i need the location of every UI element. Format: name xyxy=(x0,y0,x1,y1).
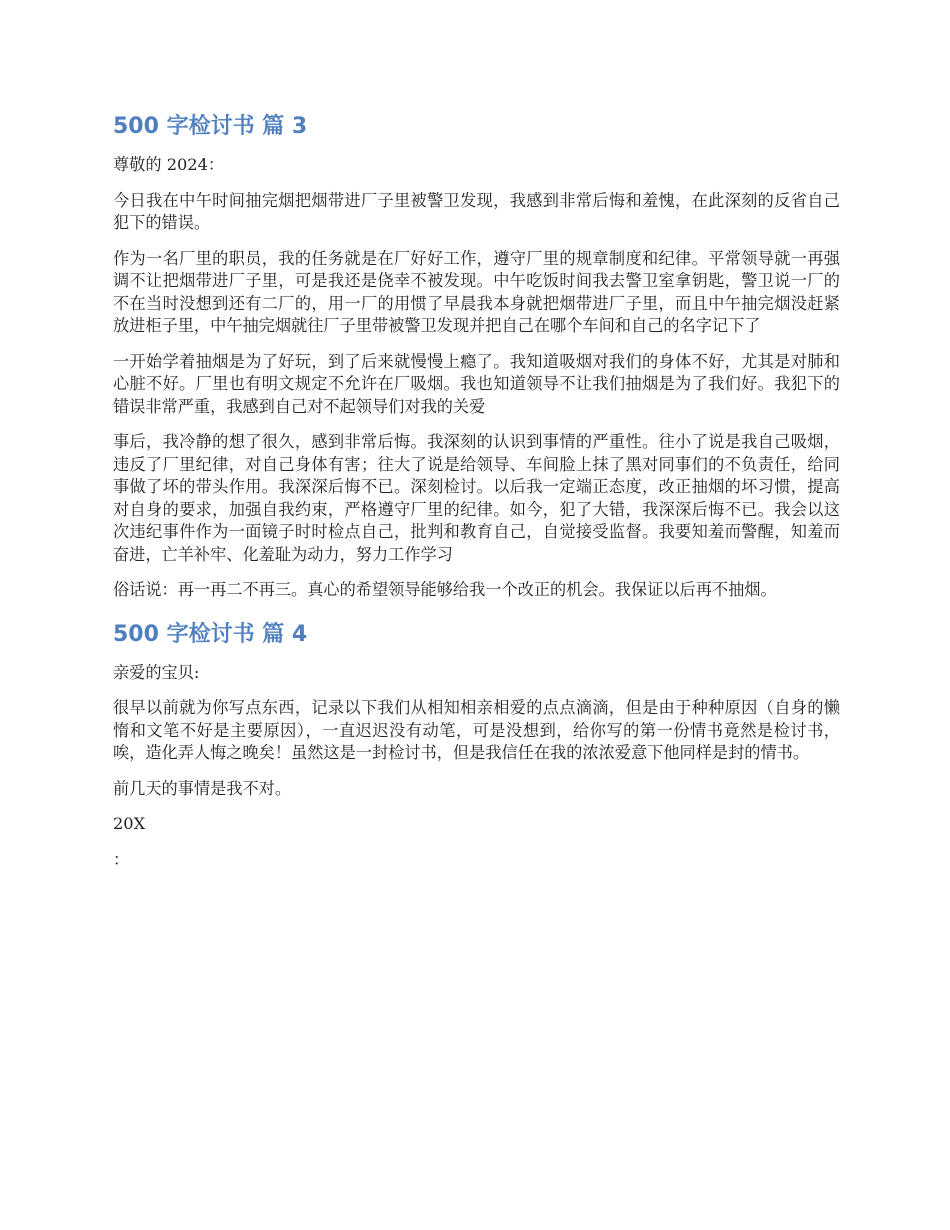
paragraph: 前几天的事情是我不对。 xyxy=(113,778,292,798)
document-page xyxy=(113,112,840,884)
paragraph: 作为一名厂里的职员，我的任务就是在厂好好工作，遵守厂里的规章制度和纪律。平常领导就一再强调不让把烟带进厂子里，可是我还是侥幸不被发现。中午吃饭时间我去警卫室拿钥匙，警卫说一厂的不在当时没想到还有二厂的，用一厂的用惯了早晨我本身就把烟带进厂子里，而且中午抽完烟没赶紧放进柜子里，中午抽完烟就往厂子里带被警卫发现并把自己在哪个车间和自己的名字记下了 xyxy=(113,248,840,335)
paragraph: ： xyxy=(113,849,130,869)
section-heading-4: 500 字检讨书 篇 4 xyxy=(113,621,308,647)
section-heading-3: 500 字检讨书 篇 3 xyxy=(113,114,308,139)
paragraph: 一开始学着抽烟是为了好玩，到了后来就慢慢上瘾了。我知道吸烟对我们的身体不好，尤其是对肺和心脏不好。厂里也有明文规定不允许在厂吸烟。我也知道领导不让我们抽烟是为了我们好。我犯下的错误非常严重，我感到自己对不起领导们对我的关爱 xyxy=(113,351,840,416)
paragraph: 俗话说：再一再二不再三。真心的希望领导能够给我一个改正的机会。我保证以后再不抽烟。 xyxy=(113,580,777,599)
salutation: 亲爱的宝贝: xyxy=(113,662,200,682)
paragraph: 20X xyxy=(113,814,146,833)
paragraph: 今日我在中午时间抽完烟把烟带进厂子里被警卫发现，我感到非常后悔和羞愧，在此深刻的反省自己犯下的错误。 xyxy=(113,190,840,232)
salutation: 尊敬的 2024： xyxy=(113,155,225,174)
paragraph: 事后，我冷静的想了很久，感到非常后悔。我深刻的认识到事情的严重性。往小了说是我自己吸烟，违反了厂里纪律，对自己身体有害；往大了说是给领导、车间脸上抹了黑对同事们的不负责任，给同事做了坏的带头作用。我深深后悔不已。深刻检讨。以后我一定端正态度，改正抽烟的坏习惯，提高对自身的要求，加强自我约束，严格遵守厂里的纪律。如今，犯了大错，我深深后悔不已。我会以这次违纪事件作为一面镜子时时检点自己，批判和教育自己，自觉接受监督。我要知羞而警醒，知羞而奋进，亡羊补牢、化羞耻为动力，努力工作学习 xyxy=(113,432,840,564)
paragraph: 很早以前就为你写点东西，记录以下我们从相知相亲相爱的点点滴滴，但是由于种种原因（自身的懒惰和文笔不好是主要原因），一直迟迟没有动笔，可是没想到，给你写的第一份情书竟然是检讨书，唉，造化弄人悔之晚矣！虽然这是一封检讨书，但是我信任在我的浓浓爱意下他同样是封的情书。 xyxy=(113,698,840,762)
